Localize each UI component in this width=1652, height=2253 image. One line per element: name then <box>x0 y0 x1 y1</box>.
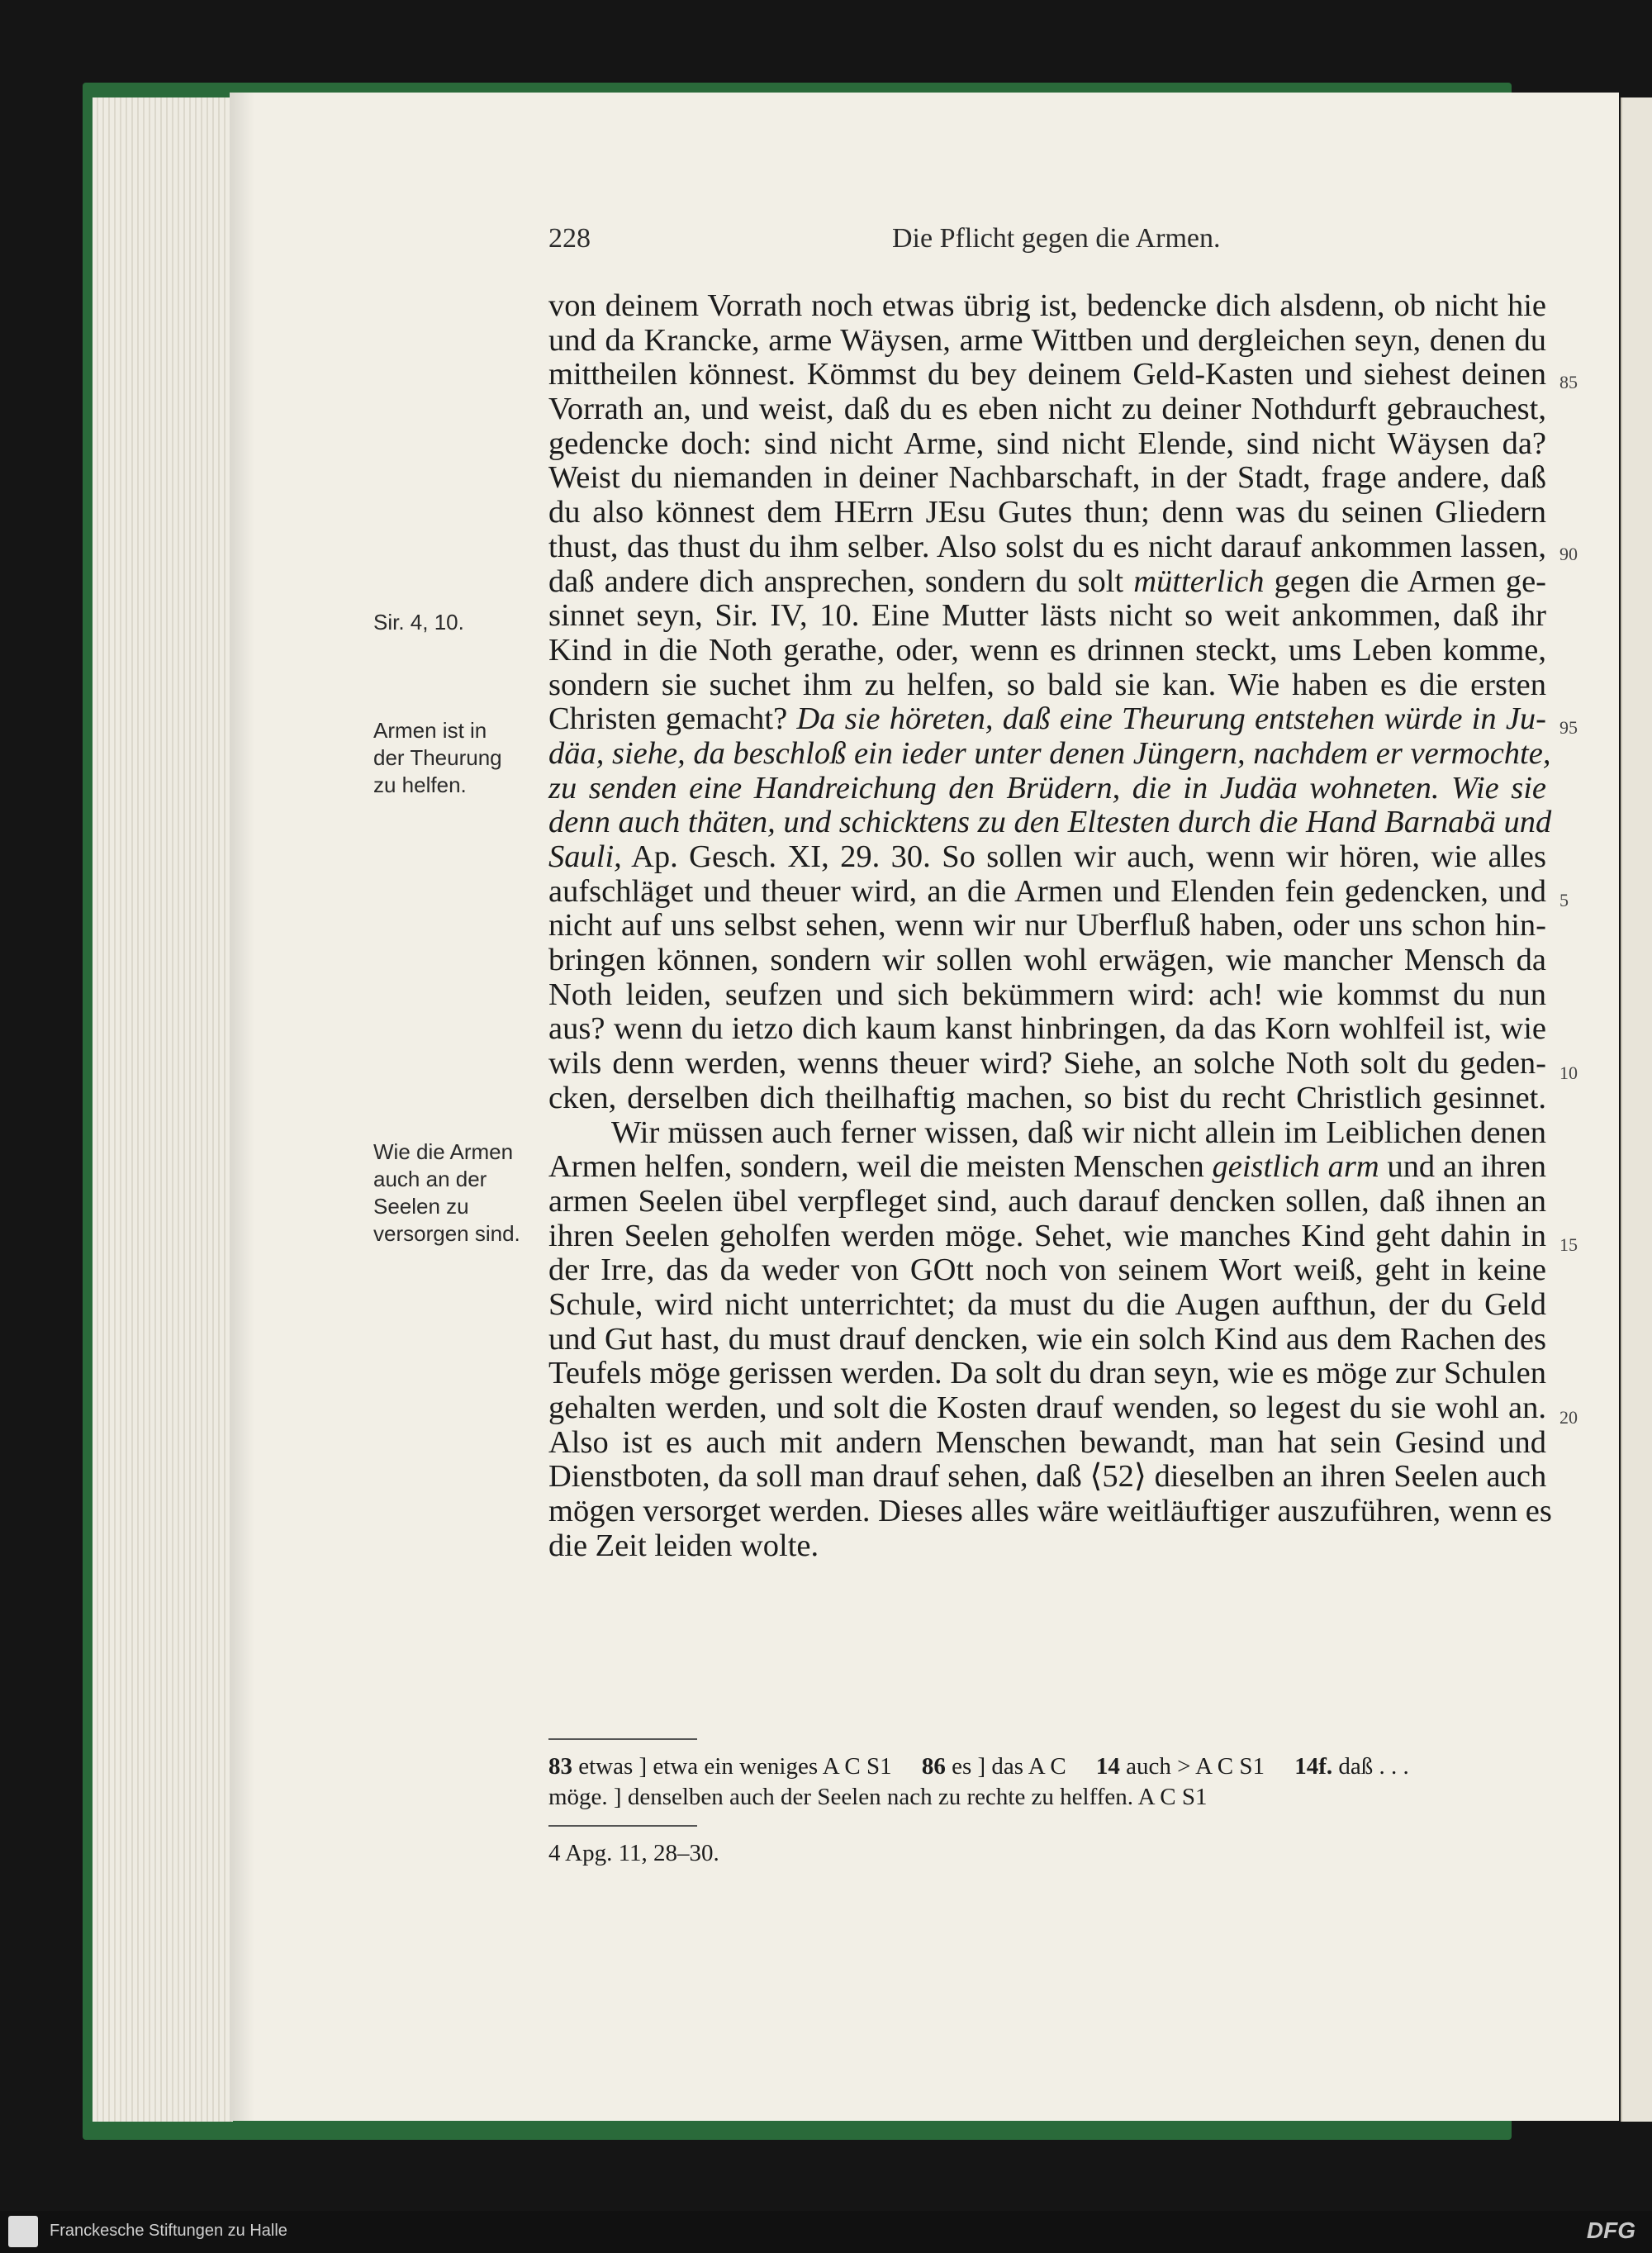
footnote-lineref: 86 <box>921 1753 946 1780</box>
text-line <box>548 735 1551 772</box>
text-line <box>548 840 1546 875</box>
text-line: von deinem Vorrath noch etwas übrig ist, bedencke dich alsdenn, ob nicht hie <box>548 288 1546 323</box>
text-line: Teufels möge gerissen werden. Da solt du dran seyn, wie es möge zur Schulen <box>548 1356 1546 1391</box>
line-number: 15 <box>1559 1234 1578 1255</box>
footnote-lineref: 14f. <box>1294 1753 1333 1780</box>
italic-segment: denn auch thäten, und schicktens zu den Eltesten durch die Hand Barnabä und <box>548 805 1552 840</box>
bible-reference-note <box>548 1838 1550 1869</box>
text-line: cken, derselben dich theilhaftig machen, so bist du recht Christlich gesinnet. <box>548 1080 1546 1115</box>
body-text <box>548 288 1552 1563</box>
text-line: sondern sie suchet ihm zu helfen, so bald sie kan. Wie haben es die ersten <box>548 667 1546 702</box>
facing-page-edge <box>1621 97 1652 2122</box>
footnote-line: 4 Apg. 11, 28–30. <box>548 1840 719 1866</box>
line-number: 20 <box>1559 1407 1578 1428</box>
text-line: Vorrath an, und weist, daß du es eben nicht zu deiner Nothdurft gebrauchest, <box>548 392 1546 427</box>
italic-segment: mütterlich <box>1133 563 1265 599</box>
text-line: die Zeit leiden wolte. <box>548 1528 819 1563</box>
footnote-text: daß . . . <box>1332 1753 1409 1780</box>
text-line: und Gut hast, du must drauf dencken, wie ein solch Kind aus dem Rachen des <box>548 1321 1546 1357</box>
page-number: 228 <box>548 223 591 254</box>
text-line: der Irre, das da weder von GOtt noch von seinem Wort weiß, geht in keine <box>548 1252 1546 1288</box>
text-line: gedencke doch: sind nicht Arme, sind nicht Elende, sind nicht Wäysen da? <box>548 425 1546 461</box>
text-line: Noth leiden, seufzen und sich bekümmern wird: ach! wie kommst du nun <box>548 977 1546 1012</box>
text-line: Also ist es auch mit andern Menschen bewandt, man hat sein Gesind und <box>548 1424 1546 1460</box>
institution-logo-icon <box>8 2216 38 2247</box>
footnote-lineref: 14 <box>1095 1753 1120 1780</box>
text-line: Weist du niemanden in deiner Nachbarschaft, in der Stadt, frage andere, daß <box>548 460 1546 496</box>
text-segment: Christen gemacht? <box>548 701 797 737</box>
running-title: Die Pflicht gegen die Armen. <box>892 223 1221 254</box>
footnote-line <box>548 1752 1550 1782</box>
italic-segment: Da sie höreten, daß eine Theurung entstehen würde in Ju- <box>796 701 1546 737</box>
page-edges <box>93 97 233 2122</box>
text-segment: Ap. Gesch. XI, 29. 30. So sollen wir auch, wenn wir hören, wie alles <box>621 839 1546 874</box>
gutter-shadow <box>230 93 254 2121</box>
footnote-rule <box>548 1825 697 1827</box>
text-line: ihren Seelen geholfen werden möge. Sehet, wie manches Kind geht dahin in <box>548 1218 1546 1253</box>
footnote-lineref: 83 <box>548 1753 572 1780</box>
italic-segment: Sauli, <box>548 839 622 874</box>
margin-note-seelen: Wie die Armen auch an der Seelen zu versorgen sind. <box>373 1139 520 1246</box>
italic-segment: däa, siehe, da beschloß ein ieder unter denen Jüngern, nachdem er vermochte, <box>548 735 1551 771</box>
text-segment: Armen helfen, sondern, weil die meisten Menschen <box>548 1149 1213 1185</box>
apparatus-footnotes <box>548 1752 1550 1813</box>
text-line: sinnet seyn, Sir. IV, 10. Eine Mutter lästs nicht so weit ankommen, daß ihr <box>548 598 1546 634</box>
text-line <box>548 702 1546 737</box>
text-line: mögen versorget werden. Dieses alles wäre weitläuftiger auszuführen, wenn es <box>548 1494 1552 1529</box>
text-line: Kind in die Noth gerathe, oder, wenn es drinnen steckt, ums Leben komme, <box>548 632 1546 668</box>
text-segment: gegen die Armen ge- <box>1264 563 1546 599</box>
text-line: bringen können, sondern wir sollen wohl erwägen, wie mancher Mensch da <box>548 943 1546 978</box>
text-line: thust, das thust du ihm selber. Also solst du es nicht darauf ankommen lassen, <box>548 529 1546 564</box>
line-number: 95 <box>1559 717 1578 738</box>
text-segment: daß andere dich ansprechen, sondern du solt <box>548 563 1134 599</box>
dfg-logo: DFG <box>1586 2217 1635 2243</box>
text-line: Wir müssen auch ferner wissen, daß wir nicht allein im Leiblichen denen <box>611 1115 1546 1150</box>
italic-segment: zu senden eine Handreichung den Brüdern, die in Judäa wohneten. Wie sie <box>548 770 1546 806</box>
text-line <box>548 805 1552 840</box>
italic-segment: geistlich arm <box>1212 1149 1379 1185</box>
footnote-rule <box>548 1738 697 1740</box>
text-line: Dienstboten, da soll man drauf sehen, daß ⟨52⟩ dieselben an ihren Seelen auch <box>548 1459 1547 1495</box>
text-line: aus? wenn du ietzo dich kaum kanst hinbringen, da das Korn wohlfeil ist, wie <box>548 1011 1546 1047</box>
line-number: 5 <box>1559 890 1569 910</box>
text-line: gehalten werden, und solt die Kosten drauf wenden, so legest du sie wohl an. <box>548 1390 1546 1425</box>
text-line: und da Krancke, arme Wäysen, arme Wittben und dergleichen seyn, denen du <box>548 322 1546 358</box>
line-number: 85 <box>1559 372 1578 392</box>
footnote-text: auch > A C S1 <box>1119 1753 1265 1780</box>
text-line: wils denn werden, wenns theuer wird? Siehe, an solche Noth solt du geden- <box>548 1046 1546 1081</box>
margin-note-armen: Armen ist in der Theurung zu helfen. <box>373 718 502 797</box>
footnote-text: etwas ] etwa ein weniges A C S1 <box>572 1753 892 1780</box>
text-segment: und an ihren <box>1379 1149 1546 1185</box>
line-number: 10 <box>1559 1062 1578 1083</box>
footnote-text: es ] das A C <box>945 1753 1066 1780</box>
line-number: 90 <box>1559 544 1578 564</box>
footnote-line: möge. ] denselben auch der Seelen nach zu rechte zu helffen. A C S1 <box>548 1784 1208 1810</box>
text-line: mittheilen könnest. Kömmst du bey deinem Geld-Kasten und siehest deinen <box>548 357 1546 392</box>
text-line: du also könnest dem HErrn JEsu Gutes thun; denn was du seinen Gliedern <box>548 495 1546 530</box>
text-line <box>548 772 1546 806</box>
text-line: armen Seelen übel verpfleget sind, auch darauf dencken sollen, daß ihnen an <box>548 1183 1546 1219</box>
margin-note-sir: Sir. 4, 10. <box>373 610 464 635</box>
text-line: nicht auf uns selbst sehen, wenn wir nur Uberfluß haben, oder uns schon hin- <box>548 908 1546 944</box>
text-line: aufschläget und theuer wird, an die Armen und Elenden fein gedencken, und <box>548 873 1546 909</box>
text-line <box>548 1150 1546 1185</box>
institution-name: Franckesche Stiftungen zu Halle <box>50 2222 287 2240</box>
text-line: Schule, wird nicht unterrichtet; da must du die Augen aufthun, der du Geld <box>548 1286 1546 1322</box>
text-line <box>548 565 1546 600</box>
